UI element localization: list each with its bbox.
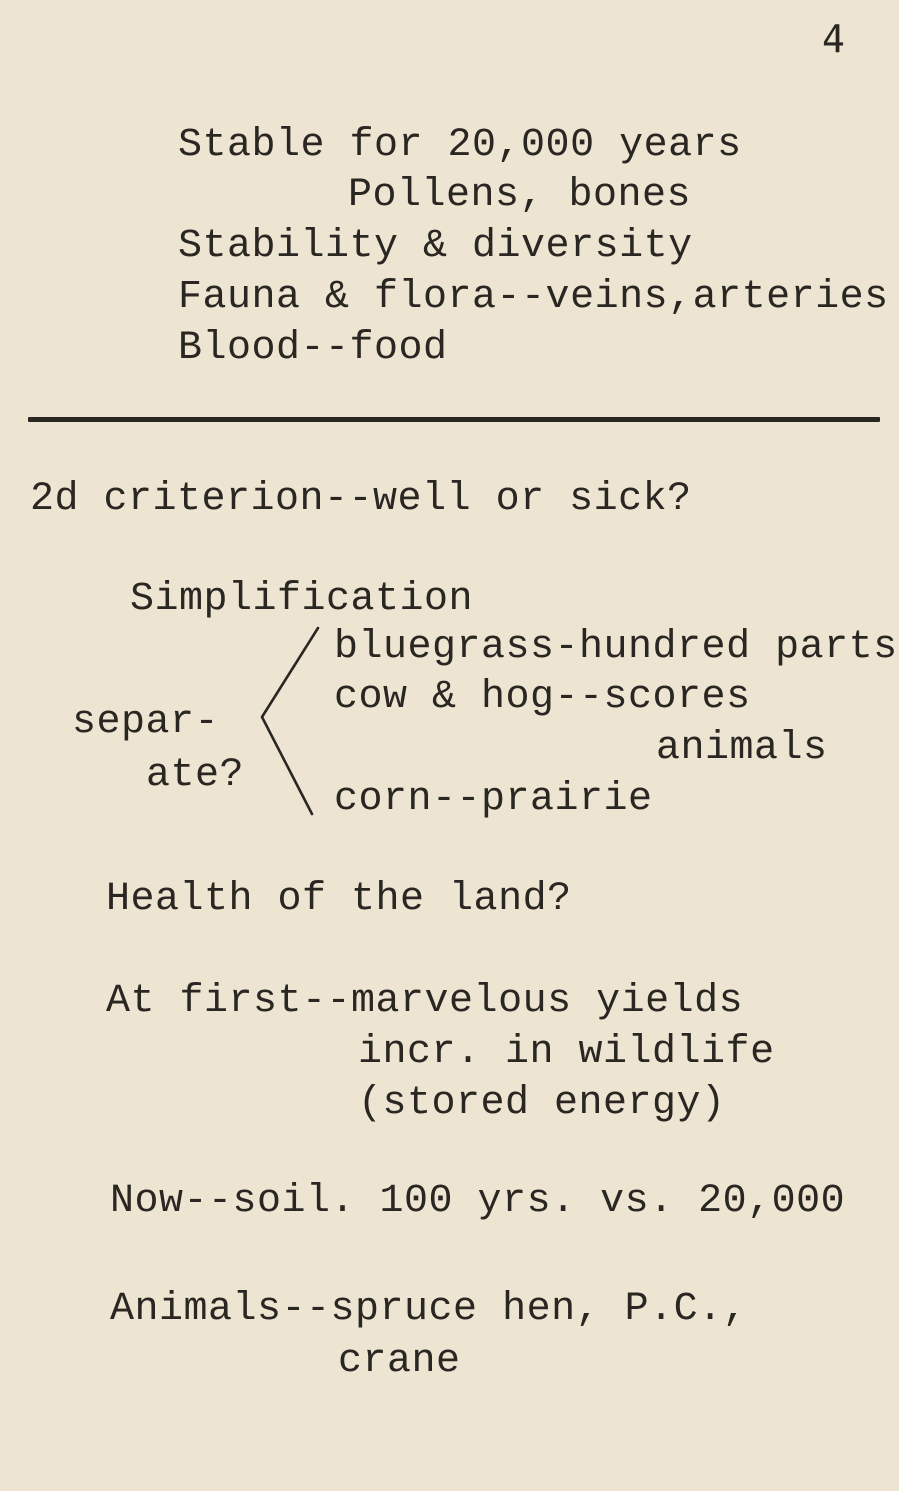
note-line: Stability & diversity [178,224,693,269]
simplification-item: corn--prairie [334,777,653,822]
note-line: Fauna & flora--veins,arteries [178,275,889,320]
simplification-item: cow & hog--scores [334,675,751,720]
divider-rule [28,417,880,422]
at-first-line: incr. in wildlife [358,1030,775,1075]
simplification-item: bluegrass-hundred parts [334,625,898,670]
note-line: Stable for 20,000 years [178,123,742,168]
simplification-heading: Simplification [130,577,474,622]
simplification-item: animals [656,726,828,771]
page-number: 4 [822,17,846,61]
separate-label-line2: ate? [146,753,245,798]
animals-line: Animals--spruce hen, P.C., [110,1287,748,1332]
note-line: Blood--food [178,326,448,371]
separate-label-line1: separ- [72,700,220,745]
note-line: Pollens, bones [348,173,692,218]
brace-bracket [250,622,330,822]
at-first-line: (stored energy) [358,1081,726,1126]
animals-line: crane [338,1339,461,1384]
now-line: Now--soil. 100 yrs. vs. 20,000 [110,1179,846,1224]
criterion-heading: 2d criterion--well or sick? [30,477,692,522]
health-question: Health of the land? [106,877,572,922]
at-first-line: At first--marvelous yields [106,979,744,1024]
